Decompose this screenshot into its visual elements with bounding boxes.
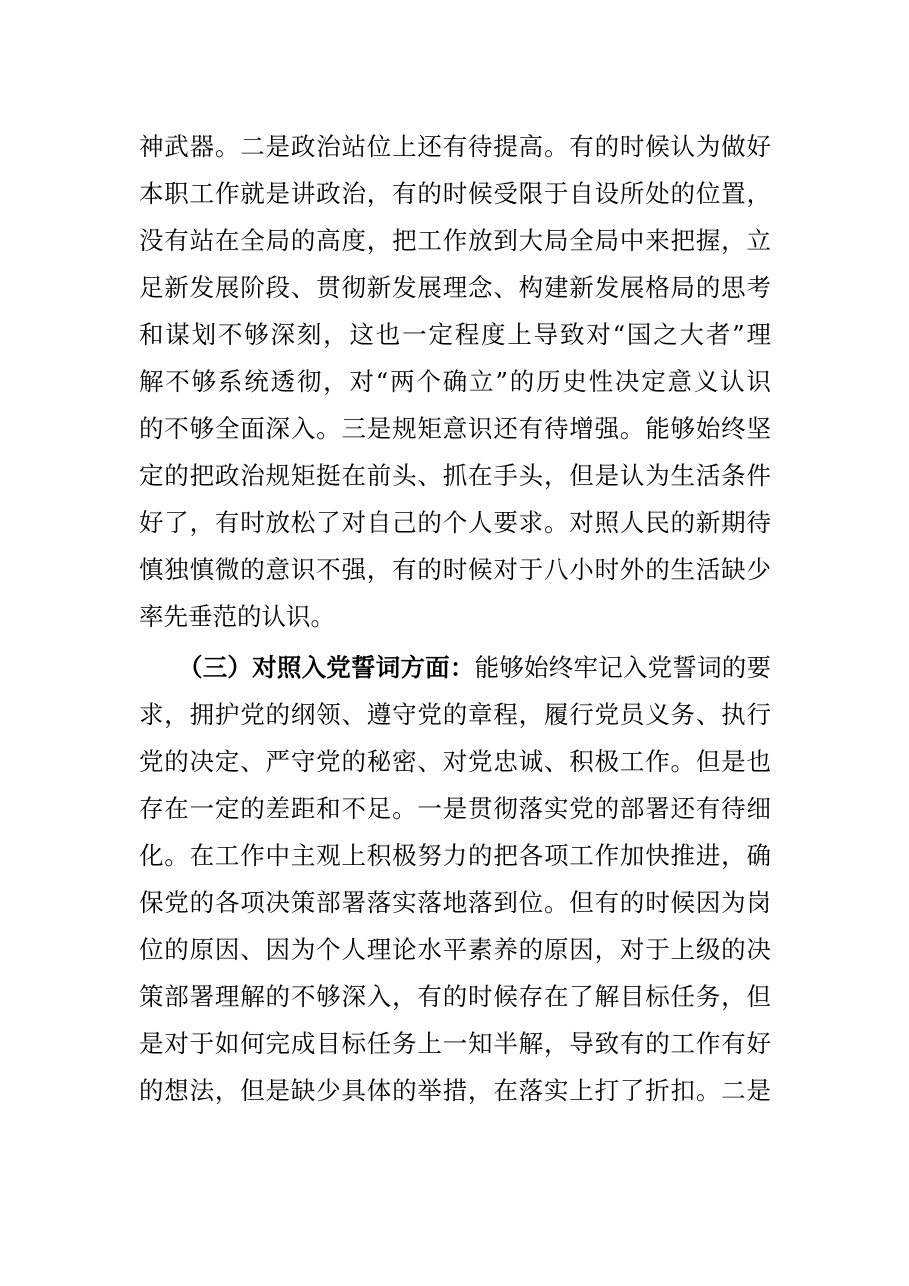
body-text-line: 存在一定的差距和不足。一是贯彻落实党的部署还有待细 (139, 794, 771, 823)
body-text-line: 本职工作就是讲政治，有的时候受限于自设所处的位置， (139, 179, 771, 208)
section-first-line-text: 能够始终牢记入党誓词的要 (474, 653, 771, 682)
body-text-line: 定的把政治规矩挺在前头、抓在手头，但是认为生活条件 (139, 461, 771, 490)
body-text-line: 位的原因、因为个人理论水平素养的原因，对于上级的决 (139, 935, 771, 964)
body-text-line: 保党的各项决策部署落实落地落到位。但有的时候因为岗 (139, 888, 771, 917)
body-text-line: 党的决定、严守党的秘密、对党忠诚、积极工作。但是也 (139, 747, 771, 776)
body-text-line: 的不够全面深入。三是规矩意识还有待增强。能够始终坚 (139, 414, 771, 443)
body-text-line: 率先垂范的认识。 (139, 602, 335, 631)
body-text-line: 没有站在全局的高度，把工作放到大局全局中来把握，立 (139, 226, 771, 255)
body-text-line: 好了，有时放松了对自己的个人要求。对照人民的新期待 (139, 508, 771, 537)
body-text-line: 解不够系统透彻，对“两个确立”的历史性决定意义认识 (139, 367, 771, 396)
body-text-line: 求，拥护党的纲领、遵守党的章程，履行党员义务、执行 (139, 700, 771, 729)
body-text-line: 是对于如何完成目标任务上一知半解，导致有的工作有好 (139, 1029, 771, 1058)
section-first-line (178, 648, 771, 688)
body-text-line: 的想法，但是缺少具体的举措，在落实上打了折扣。二是 (139, 1076, 771, 1105)
body-text-line: 足新发展阶段、贯彻新发展理念、构建新发展格局的思考 (139, 273, 771, 302)
body-text-line: 神武器。二是政治站位上还有待提高。有的时候认为做好 (139, 132, 771, 161)
body-text-line: 策部署理解的不够深入，有的时候存在了解目标任务，但 (139, 982, 771, 1011)
body-text-line: 慎独慎微的意识不强，有的时候对于八小时外的生活缺少 (139, 555, 771, 584)
body-text-line: 和谋划不够深刻，这也一定程度上导致对“国之大者”理 (139, 320, 771, 349)
body-text-line: 化。在工作中主观上积极努力的把各项工作加快推进，确 (139, 841, 771, 870)
section-heading: （三）对照入党誓词方面： (178, 653, 475, 682)
